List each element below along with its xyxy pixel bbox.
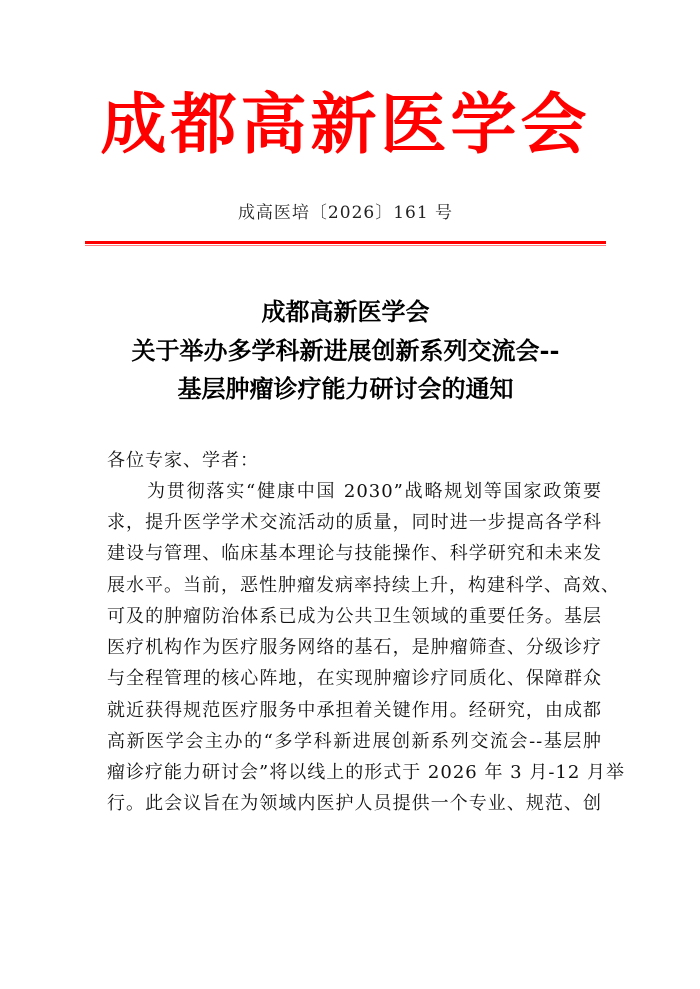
body-line: 可及的肿瘤防治体系已成为公共卫生领域的重要任务。基层 bbox=[107, 606, 602, 627]
body-line: 就近获得规范医疗服务中承担着关键作用。经研究，由成都 bbox=[107, 700, 602, 721]
body-line: 求，提升医学学术交流活动的质量，同时进一步提高各学科 bbox=[107, 512, 602, 533]
masthead-title: 成都高新医学会 bbox=[100, 85, 591, 163]
red-header-rule-thin bbox=[85, 245, 606, 246]
notice-title-line-3: 基层肿瘤诊疗能力研讨会的通知 bbox=[177, 374, 514, 403]
body-line: 为贯彻落实“健康中国 2030”战略规划等国家政策要 bbox=[147, 481, 602, 502]
notice-title-line-1: 成都高新医学会 bbox=[261, 297, 430, 326]
body-line: 行。此会议旨在为领域内医护人员提供一个专业、规范、创 bbox=[107, 793, 602, 814]
salutation: 各位专家、学者： bbox=[107, 450, 259, 471]
red-header-rule bbox=[85, 241, 606, 244]
body-line: 高新医学会主办的“多学科新进展创新系列交流会--基层肿 bbox=[107, 731, 602, 752]
notice-title-line-2: 关于举办多学科新进展创新系列交流会-- bbox=[131, 336, 560, 365]
body-line: 与全程管理的核心阵地，在实现肿瘤诊疗同质化、保障群众 bbox=[107, 668, 602, 689]
document-number: 成高医培〔2026〕161 号 bbox=[237, 203, 454, 223]
body-line: 医疗机构作为医疗服务网络的基石，是肿瘤筛查、分级诊疗 bbox=[107, 637, 602, 658]
body-line: 展水平。当前，恶性肿瘤发病率持续上升，构建科学、高效、 bbox=[107, 575, 620, 596]
body-line: 建设与管理、临床基本理论与技能操作、科学研究和未来发 bbox=[107, 543, 602, 564]
body-line: 瘤诊疗能力研讨会”将以线上的形式于 2026 年 3 月-12 月举 bbox=[107, 762, 626, 783]
